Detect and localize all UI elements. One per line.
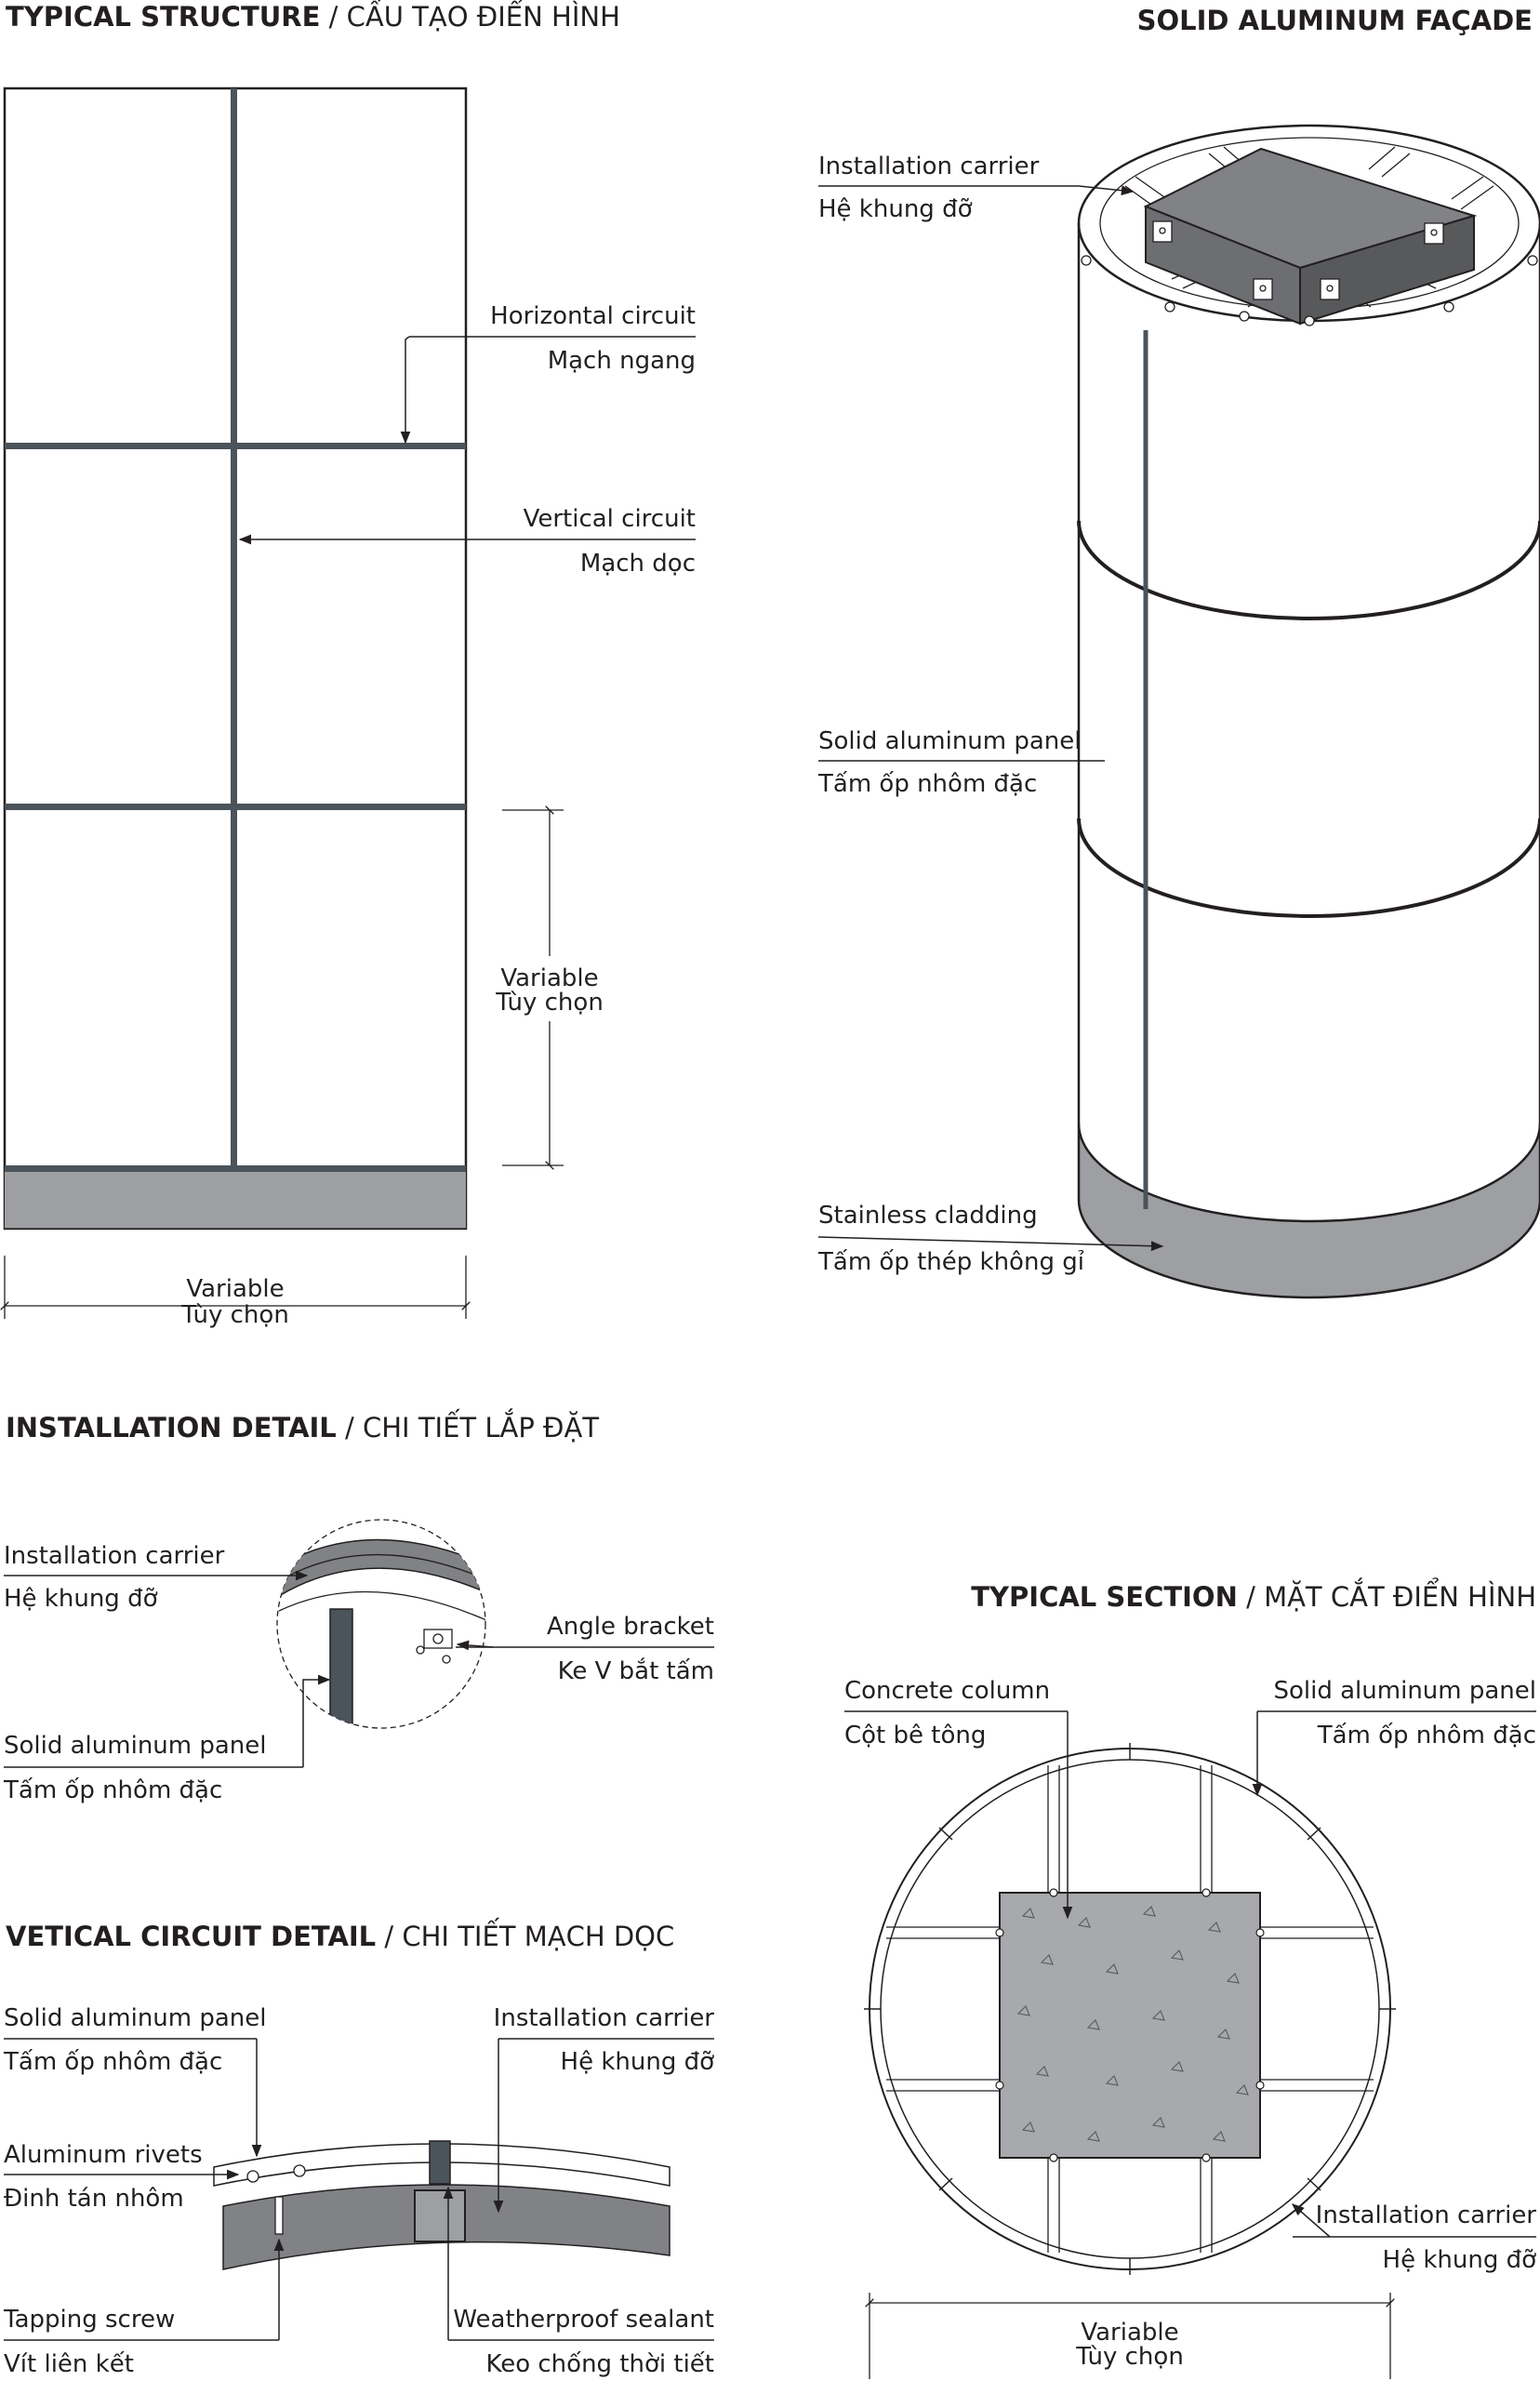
section-title-bold: TYPICAL STRUCTURE <box>6 1 321 33</box>
ts-dim-label-vi: Tùy chọn <box>1076 2343 1184 2371</box>
vc-rivets-label-vi: Đinh tán nhôm <box>4 2185 184 2213</box>
vc-panel-label-vi: Tấm ốp nhôm đặc <box>4 2048 223 2076</box>
arrow-to-panel <box>303 1680 329 1767</box>
width-dim-label: Variable <box>186 1275 285 1303</box>
vertical-circuit-callout <box>240 505 696 578</box>
section-title-rest: / CẤU TẠO ĐIỂN HÌNH <box>320 1 620 33</box>
horizontal-joint <box>5 443 466 449</box>
inst-carrier-label: Installation carrier <box>4 1542 225 1570</box>
rivet <box>247 2171 259 2182</box>
horizontal-circuit-callout <box>405 302 696 443</box>
ts-concrete-label: Concrete column <box>844 1677 1051 1705</box>
typical-section-title <box>971 1578 1536 1613</box>
ts-carrier-label-vi: Hệ khung đỡ <box>1382 2246 1536 2274</box>
ts-concrete-callout <box>844 1677 1068 1918</box>
vertical-circuit-detail-title-rest: / CHI TIẾT MẠCH DỌC <box>376 1921 675 1952</box>
height-dim-label-vi: Tùy chọn <box>496 989 604 1017</box>
sealant-joint <box>430 2141 450 2184</box>
iso-panel-callout <box>817 727 1105 798</box>
iso-panel-label-vi: Tấm ốp nhôm đặc <box>818 770 1038 798</box>
vertical-circuit-drawing <box>214 2141 670 2269</box>
iso-cladding-label: Stainless cladding <box>818 1202 1038 1230</box>
vertical-circuit-detail-title-bold: VETICAL CIRCUIT DETAIL <box>6 1921 377 1952</box>
inst-carrier-label-vi: Hệ khung đỡ <box>4 1585 158 1613</box>
iso-panel-label: Solid aluminum panel <box>818 727 1082 755</box>
vc-sealant-label-vi: Keo chống thời tiết <box>485 2350 714 2378</box>
carrier-ring-section <box>279 1540 521 1609</box>
installation-detail-title <box>6 1409 599 1443</box>
height-dimension <box>495 810 604 1165</box>
vertical-circuit-detail-title <box>6 1918 674 1952</box>
inst-bracket-label: Angle bracket <box>547 1613 714 1641</box>
vc-panel-callout <box>3 2004 267 2156</box>
height-dim-label: Variable <box>500 964 599 992</box>
ts-panel-label-vi: Tấm ốp nhôm đặc <box>1317 1722 1536 1749</box>
arrow-to-horizontal-joint <box>405 337 409 443</box>
width-dimension <box>5 1256 466 1329</box>
bolt <box>433 1634 443 1643</box>
rivet <box>417 1646 424 1654</box>
ts-concrete-label-vi: Cột bê tông <box>844 1722 987 1749</box>
inst-bracket-label-vi: Ke V bắt tấm <box>557 1657 714 1685</box>
ts-carrier-callout <box>1293 2201 1536 2274</box>
panel-section <box>330 1609 352 1749</box>
vc-carrier-callout <box>494 2004 715 2212</box>
horizontal-joint <box>5 804 466 810</box>
vertical-circuit-label: Vertical circuit <box>523 505 696 533</box>
horizontal-joint <box>5 1165 466 1172</box>
rivet <box>294 2165 305 2176</box>
iso-carrier-label: Installation carrier <box>818 153 1040 180</box>
inst-panel-label-vi: Tấm ốp nhôm đặc <box>4 1776 223 1804</box>
product-title: SOLID ALUMINUM FAÇADE <box>1136 5 1533 36</box>
vc-carrier-label-vi: Hệ khung đỡ <box>560 2048 714 2076</box>
typical-section-title-rest: / MẶT CẮT ĐIỂN HÌNH <box>1237 1581 1536 1613</box>
ts-carrier-label: Installation carrier <box>1315 2201 1536 2229</box>
section-title <box>6 0 620 33</box>
vc-rivets-callout <box>4 2141 238 2213</box>
installation-detail-title-bold: INSTALLATION DETAIL <box>6 1412 337 1443</box>
arrow-to-carrier <box>1079 186 1133 192</box>
iso-carrier-callout <box>818 153 1133 223</box>
vc-screw-label-vi: Vít liên kết <box>4 2350 134 2378</box>
tapping-screw <box>275 2197 283 2234</box>
vc-carrier-label: Installation carrier <box>493 2004 714 2032</box>
vc-panel-label: Solid aluminum panel <box>4 2004 267 2032</box>
stainless-base-strip <box>5 1172 466 1229</box>
ts-width-dimension <box>870 2293 1390 2379</box>
typical-section-drawing <box>864 1743 1396 2275</box>
iso-carrier-label-vi: Hệ khung đỡ <box>818 195 973 223</box>
horizontal-circuit-label: Horizontal circuit <box>490 302 696 330</box>
rivet <box>443 1656 450 1663</box>
horizontal-circuit-label-vi: Mạch ngang <box>547 347 696 375</box>
vertical-joint <box>231 88 237 1165</box>
installation-detail-drawing <box>277 1520 521 1749</box>
inst-panel-label: Solid aluminum panel <box>4 1732 267 1760</box>
concrete-column <box>1000 1893 1260 2158</box>
installation-detail-title-rest: / CHI TIẾT LẮP ĐẶT <box>336 1412 600 1443</box>
vc-sealant-label: Weatherproof sealant <box>453 2306 714 2334</box>
ts-panel-callout <box>1257 1677 1536 1795</box>
iso-cladding-label-vi: Tấm ốp thép không gỉ <box>818 1248 1084 1276</box>
ts-dim-label: Variable <box>1081 2319 1179 2347</box>
typical-section-title-bold: TYPICAL SECTION <box>971 1581 1238 1613</box>
vertical-circuit-label-vi: Mạch dọc <box>579 550 696 578</box>
ts-panel-label: Solid aluminum panel <box>1273 1677 1536 1705</box>
vc-screw-label: Tapping screw <box>4 2306 176 2334</box>
isometric-column <box>1079 126 1540 1297</box>
installation-carrier-callout <box>4 1542 307 1613</box>
installation-panel-callout <box>3 1680 329 1804</box>
panel-elevation <box>5 88 466 1229</box>
width-dim-label-vi: Tùy chọn <box>181 1301 289 1329</box>
vc-rivets-label: Aluminum rivets <box>4 2141 203 2169</box>
installation-bracket-callout <box>456 1613 714 1685</box>
carrier-box-section <box>415 2190 465 2241</box>
